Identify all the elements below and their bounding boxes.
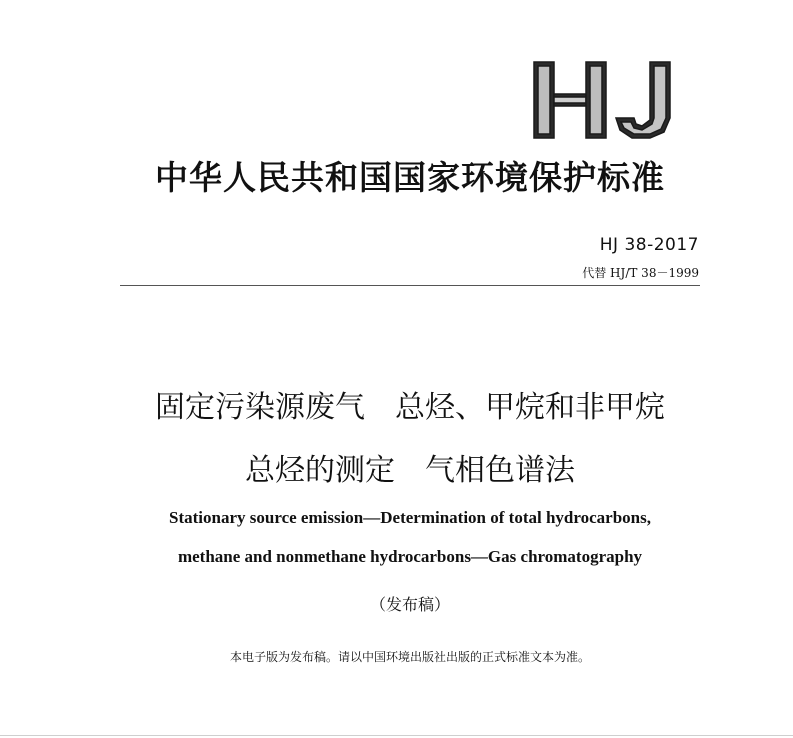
electronic-version-notice: 本电子版为发布稿。请以中国环境出版社出版的正式标准文本为准。	[229, 650, 590, 664]
hj-logo	[528, 58, 680, 142]
english-title-line-2: methane and nonmethane hydrocarbons—Gas chromatography	[177, 547, 643, 566]
standard-number: HJ 38-2017	[599, 235, 699, 255]
chinese-title-line-2: 总烃的测定 气相色谱法	[245, 453, 575, 488]
draft-label: （发布稿）	[369, 595, 450, 614]
english-title-line-1: Stationary source emission—Determination of total hydrocarbons,	[169, 508, 651, 527]
header-divider	[120, 285, 700, 286]
chinese-title-line-1: 固定污染源废气 总烃、甲烷和非甲烷	[155, 390, 665, 425]
issuing-organization: 中华人民共和国国家环境保护标准	[155, 158, 665, 197]
hj-logo-graphic	[528, 58, 680, 142]
replaces-standard: 代替 HJ/T 38－1999	[582, 266, 699, 280]
page-bottom-divider	[0, 735, 793, 736]
